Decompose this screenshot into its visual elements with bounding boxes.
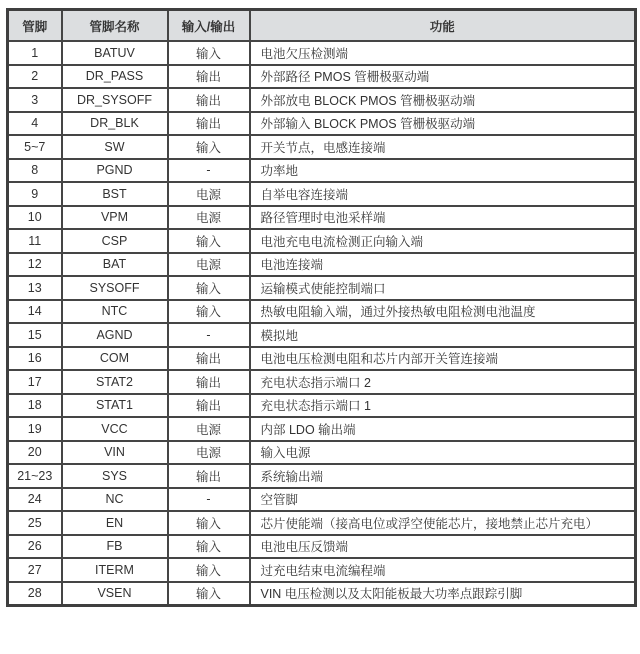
function-cell: 电池欠压检测端 [250, 41, 636, 65]
pin-name-cell: PGND [62, 159, 168, 183]
io-type-cell: 输入 [168, 41, 250, 65]
pin-number-cell: 16 [8, 347, 62, 371]
pin-number-cell: 1 [8, 41, 62, 65]
pin-number-cell: 9 [8, 182, 62, 206]
function-cell: 路径管理时电池采样端 [250, 206, 636, 230]
header-row [8, 10, 636, 42]
pin-name-cell: CSP [62, 229, 168, 253]
io-type-cell: 输入 [168, 229, 250, 253]
pin-number-cell: 27 [8, 558, 62, 582]
io-type-cell: 电源 [168, 253, 250, 277]
pin-name-cell: COM [62, 347, 168, 371]
io-type-cell: 输出 [168, 370, 250, 394]
io-type-cell: 电源 [168, 441, 250, 465]
function-cell: 自举电容连接端 [250, 182, 636, 206]
pin-number-cell: 18 [8, 394, 62, 418]
pin-number-cell: 17 [8, 370, 62, 394]
function-cell: 开关节点，电感连接端 [250, 135, 636, 159]
pin-number-cell: 5~7 [8, 135, 62, 159]
pin-name-cell: SYS [62, 464, 168, 488]
table-row [8, 323, 636, 347]
table-row [8, 229, 636, 253]
function-cell: 输入电源 [250, 441, 636, 465]
function-cell: 功率地 [250, 159, 636, 183]
pin-number-cell: 11 [8, 229, 62, 253]
pin-number-cell: 26 [8, 535, 62, 559]
pin-name-cell: VCC [62, 417, 168, 441]
table-row [8, 441, 636, 465]
pin-name-cell: VIN [62, 441, 168, 465]
pin-name-cell: NTC [62, 300, 168, 324]
table-row [8, 535, 636, 559]
function-cell: 过充电结束电流编程端 [250, 558, 636, 582]
pin-number-cell: 25 [8, 511, 62, 535]
io-type-cell: 电源 [168, 417, 250, 441]
function-cell: 外部输入 BLOCK PMOS 管栅极驱动端 [250, 112, 636, 136]
pin-number-cell: 3 [8, 88, 62, 112]
table-row [8, 253, 636, 277]
io-type-cell: 输入 [168, 582, 250, 606]
io-type-cell: 输出 [168, 65, 250, 89]
pin-number-cell: 28 [8, 582, 62, 606]
table-row [8, 159, 636, 183]
function-cell: 电池连接端 [250, 253, 636, 277]
function-cell: VIN 电压检测以及太阳能板最大功率点跟踪引脚 [250, 582, 636, 606]
function-cell: 模拟地 [250, 323, 636, 347]
pin-number-cell: 12 [8, 253, 62, 277]
table-row [8, 417, 636, 441]
pin-name-cell: BAT [62, 253, 168, 277]
pin-number-cell: 14 [8, 300, 62, 324]
header-pin-name: 管脚名称 [62, 10, 168, 42]
pin-name-cell: BATUV [62, 41, 168, 65]
function-cell: 运输模式使能控制端口 [250, 276, 636, 300]
function-cell: 系统输出端 [250, 464, 636, 488]
function-cell: 热敏电阻输入端，通过外接热敏电阻检测电池温度 [250, 300, 636, 324]
function-cell: 电池电压检测电阻和芯片内部开关管连接端 [250, 347, 636, 371]
pin-name-cell: EN [62, 511, 168, 535]
pin-number-cell: 24 [8, 488, 62, 512]
io-type-cell: 输出 [168, 112, 250, 136]
table-row [8, 65, 636, 89]
table-body [8, 41, 636, 606]
function-cell: 外部路径 PMOS 管栅极驱动端 [250, 65, 636, 89]
io-type-cell: 输入 [168, 300, 250, 324]
pin-name-cell: VPM [62, 206, 168, 230]
function-cell: 电池电压反馈端 [250, 535, 636, 559]
pin-name-cell: ITERM [62, 558, 168, 582]
pin-number-cell: 8 [8, 159, 62, 183]
function-cell: 空管脚 [250, 488, 636, 512]
table-row [8, 511, 636, 535]
function-cell: 电池充电电流检测正向输入端 [250, 229, 636, 253]
function-cell: 充电状态指示端口 2 [250, 370, 636, 394]
table-row [8, 206, 636, 230]
pin-number-cell: 21~23 [8, 464, 62, 488]
io-type-cell: 输入 [168, 276, 250, 300]
io-type-cell: 输入 [168, 135, 250, 159]
pin-name-cell: NC [62, 488, 168, 512]
table-row [8, 182, 636, 206]
pin-number-cell: 4 [8, 112, 62, 136]
pin-name-cell: DR_PASS [62, 65, 168, 89]
io-type-cell: 输出 [168, 347, 250, 371]
function-cell: 充电状态指示端口 1 [250, 394, 636, 418]
pin-function-table [6, 8, 637, 607]
pin-number-cell: 20 [8, 441, 62, 465]
io-type-cell: 输出 [168, 394, 250, 418]
io-type-cell: 输出 [168, 464, 250, 488]
pin-name-cell: STAT2 [62, 370, 168, 394]
pin-number-cell: 15 [8, 323, 62, 347]
table-row [8, 112, 636, 136]
pin-number-cell: 13 [8, 276, 62, 300]
pin-name-cell: DR_BLK [62, 112, 168, 136]
table-row [8, 300, 636, 324]
io-type-cell: - [168, 159, 250, 183]
io-type-cell: 输入 [168, 535, 250, 559]
pin-name-cell: BST [62, 182, 168, 206]
io-type-cell: 电源 [168, 206, 250, 230]
pin-number-cell: 19 [8, 417, 62, 441]
io-type-cell: 输入 [168, 558, 250, 582]
io-type-cell: - [168, 488, 250, 512]
table-row [8, 276, 636, 300]
table-row [8, 41, 636, 65]
table-row [8, 394, 636, 418]
header-function: 功能 [250, 10, 636, 42]
table-row [8, 370, 636, 394]
pin-name-cell: AGND [62, 323, 168, 347]
io-type-cell: 输出 [168, 88, 250, 112]
function-cell: 外部放电 BLOCK PMOS 管栅极驱动端 [250, 88, 636, 112]
table-row [8, 464, 636, 488]
table-row [8, 347, 636, 371]
pin-name-cell: SYSOFF [62, 276, 168, 300]
header-pin: 管脚 [8, 10, 62, 42]
table-row [8, 88, 636, 112]
pin-name-cell: SW [62, 135, 168, 159]
function-cell: 芯片使能端（接高电位或浮空使能芯片，接地禁止芯片充电） [250, 511, 636, 535]
io-type-cell: - [168, 323, 250, 347]
pin-name-cell: FB [62, 535, 168, 559]
io-type-cell: 电源 [168, 182, 250, 206]
pin-name-cell: DR_SYSOFF [62, 88, 168, 112]
table-row [8, 135, 636, 159]
pin-name-cell: VSEN [62, 582, 168, 606]
table-row [8, 558, 636, 582]
header-io: 输入/输出 [168, 10, 250, 42]
pin-name-cell: STAT1 [62, 394, 168, 418]
pin-number-cell: 2 [8, 65, 62, 89]
function-cell: 内部 LDO 输出端 [250, 417, 636, 441]
pin-number-cell: 10 [8, 206, 62, 230]
table-row [8, 582, 636, 606]
table-row [8, 488, 636, 512]
io-type-cell: 输入 [168, 511, 250, 535]
